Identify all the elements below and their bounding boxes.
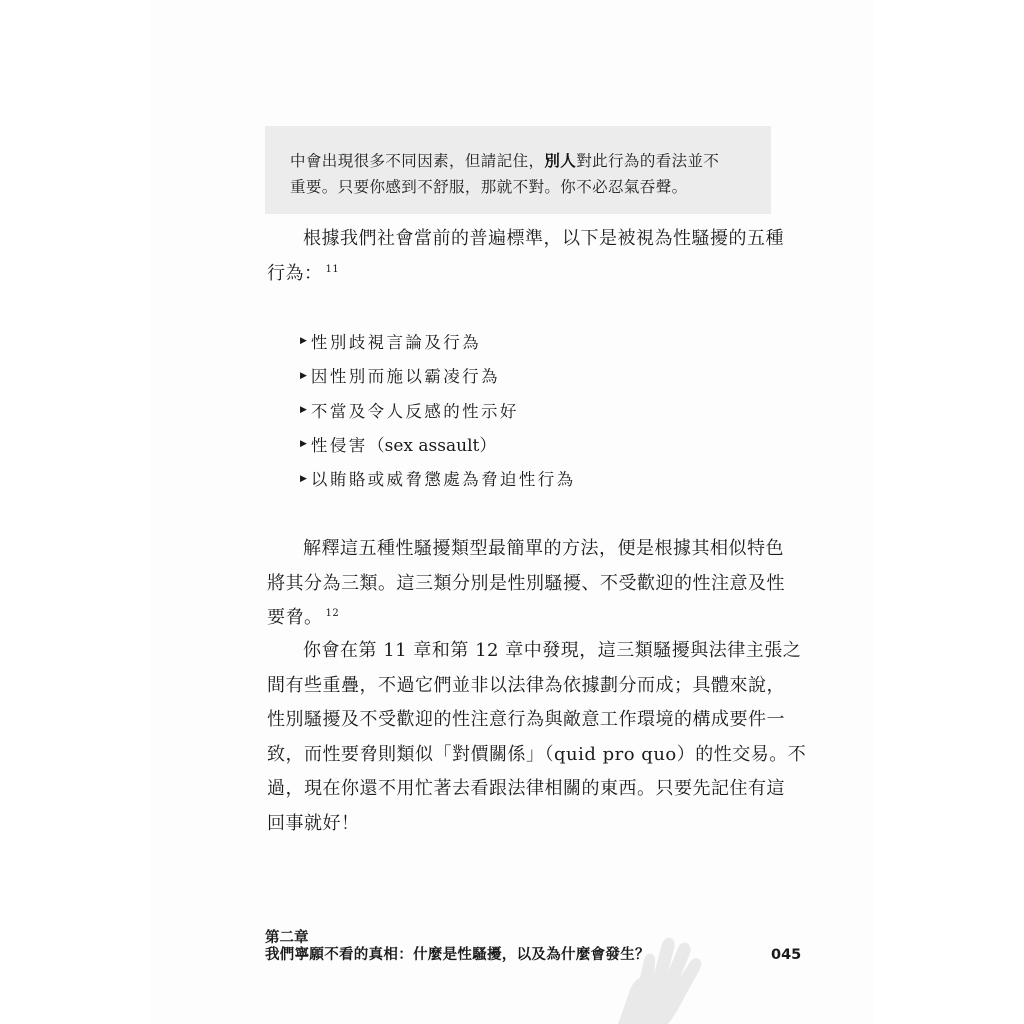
intro-paragraph xyxy=(267,222,784,291)
triangle-bullet-icon: ▶ xyxy=(300,404,307,415)
list-item xyxy=(300,429,740,463)
page-number: 045 xyxy=(771,947,802,963)
list-item xyxy=(300,463,740,497)
footnote-ref: 12 xyxy=(325,608,340,619)
paragraph-line: 致，而性要脅則類似「對價關係」（quid pro quo）的性交易。不 xyxy=(267,743,807,765)
running-footer-chapter: 第二章 xyxy=(265,930,309,946)
paragraph-line: 回事就好！ xyxy=(267,812,360,834)
legal-overlap-paragraph xyxy=(267,634,807,841)
list-item-text: 性別歧視言論及行為 xyxy=(310,333,482,352)
hand-watermark-icon xyxy=(600,930,710,1024)
paragraph-line: 解釋這五種性騷擾類型最簡單的方法，便是根據其相似特色 xyxy=(303,538,784,559)
list-item xyxy=(300,395,740,429)
triangle-bullet-icon: ▶ xyxy=(300,473,307,484)
list-item-text: 性侵害 xyxy=(310,435,368,455)
callout-text: 對此行為的看法並不 xyxy=(576,152,720,170)
paragraph-text: 要脅。 xyxy=(267,607,323,628)
highlight-callout-box xyxy=(265,126,771,214)
intro-text: 行為： xyxy=(267,262,323,284)
callout-line-2: 重要。只要你感到不舒服，那就不對。你不必忍氣吞聲。 xyxy=(290,178,688,196)
list-item-text: 不當及令人反感的性示好 xyxy=(310,401,519,421)
harassment-types-list xyxy=(300,326,740,497)
list-item-english: （sex assault） xyxy=(367,435,497,456)
list-item-text: 以賄賂或威脅懲處為脅迫性行為 xyxy=(310,470,576,490)
callout-emphasis: 別人 xyxy=(544,152,577,170)
list-item xyxy=(300,326,740,360)
intro-line-1: 根據我們社會當前的普遍標準，以下是被視為性騷擾的五種 xyxy=(303,228,784,249)
paragraph-line: 過，現在你還不用忙著去看跟法律相關的東西。只要先記住有這 xyxy=(267,778,785,799)
paragraph-line: 性別騷擾及不受歡迎的性注意行為與敵意工作環境的構成要件一 xyxy=(267,709,785,730)
triangle-bullet-icon: ▶ xyxy=(300,370,307,381)
footnote-ref: 11 xyxy=(325,263,340,275)
list-item-text: 因性別而施以霸凌行為 xyxy=(310,367,500,387)
triangle-bullet-icon: ▶ xyxy=(300,439,307,450)
list-item xyxy=(300,360,740,394)
paragraph-line: 間有些重疊，不過它們並非以法律為依據劃分而成；具體來說， xyxy=(267,674,785,696)
callout-line-1 xyxy=(290,148,747,174)
paragraph-line: 將其分為三類。這三類分別是性別騷擾、不受歡迎的性注意及性 xyxy=(267,572,785,594)
paragraph-line: 你會在第 11 章和第 12 章中發現，這三類騷擾與法律主張之 xyxy=(303,640,802,661)
callout-text: 中會出現很多不同因素，但請記住， xyxy=(290,152,545,170)
paragraph-line xyxy=(267,601,777,636)
intro-line-2 xyxy=(267,257,777,292)
classification-paragraph xyxy=(267,532,785,636)
triangle-bullet-icon: ▶ xyxy=(300,336,307,347)
running-footer-title: 我們寧願不看的真相：什麼是性騷擾，以及為什麼會發生？ xyxy=(265,947,650,963)
